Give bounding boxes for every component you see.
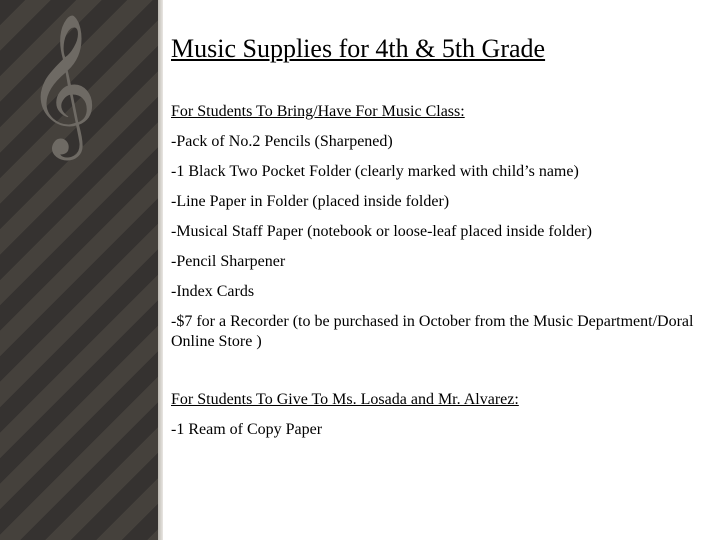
list-item: -$7 for a Recorder (to be purchased in October from the Music Department/Doral Online Store ) bbox=[171, 313, 694, 350]
slide-content bbox=[171, 30, 701, 440]
section-heading-bring: For Students To Bring/Have For Music Class: bbox=[171, 103, 465, 120]
section-heading-give: For Students To Give To Ms. Losada and Mr. Alvarez: bbox=[171, 391, 519, 408]
list-item: -Musical Staff Paper (notebook or loose-leaf placed inside folder) bbox=[171, 223, 592, 240]
slide-title: Music Supplies for 4th & 5th Grade bbox=[171, 34, 546, 63]
side-panel-edge bbox=[158, 0, 163, 540]
list-item: -1 Ream of Copy Paper bbox=[171, 421, 323, 438]
list-item: -Index Cards bbox=[171, 283, 255, 300]
list-item: -1 Black Two Pocket Folder (clearly marked with child’s name) bbox=[171, 163, 579, 180]
treble-clef-icon: 𝄞 bbox=[26, 12, 99, 154]
decorative-side-panel bbox=[0, 0, 158, 540]
list-item: -Pack of No.2 Pencils (Sharpened) bbox=[171, 133, 393, 150]
list-item: -Line Paper in Folder (placed inside folder) bbox=[171, 193, 450, 210]
list-item: -Pencil Sharpener bbox=[171, 253, 286, 270]
